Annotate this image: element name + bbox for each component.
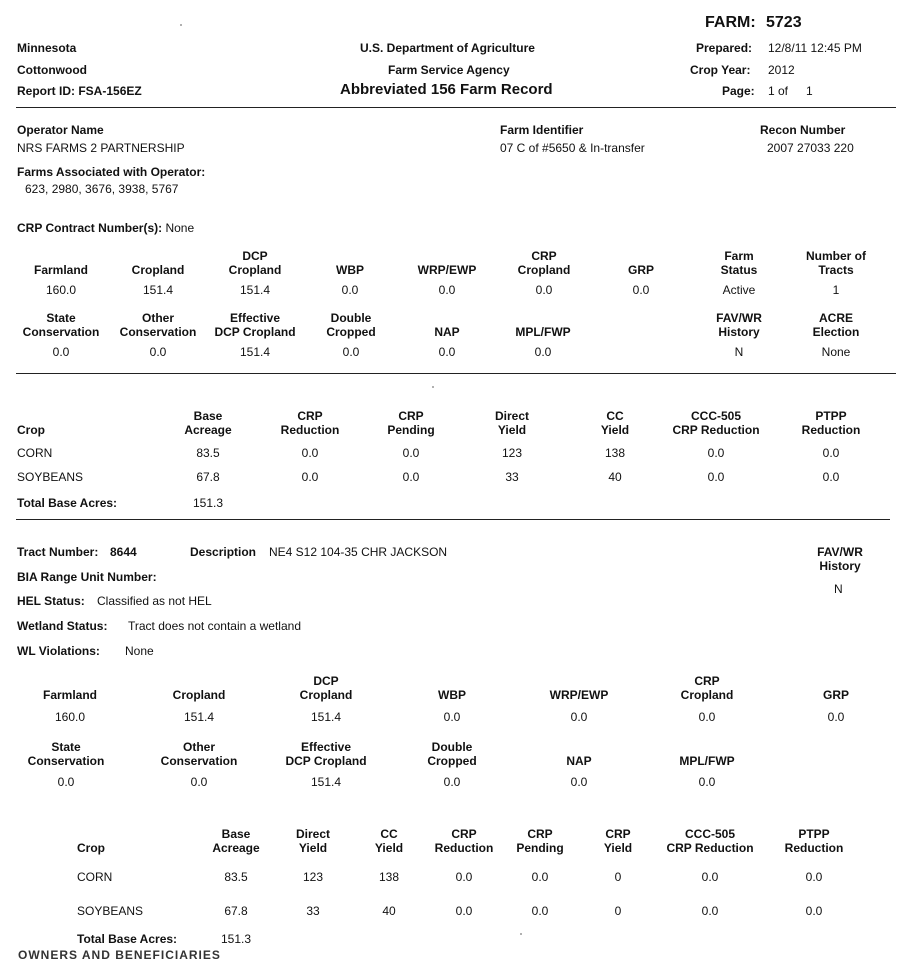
cell-value: 0.0 (438, 345, 456, 359)
column-header: DCP Cropland (228, 249, 282, 277)
scan-speck (432, 386, 434, 388)
cell-value: 0.0 (701, 904, 719, 918)
cell-value: 160.0 (54, 710, 86, 724)
cell-value: 0.0 (531, 904, 549, 918)
cell-value: 0.0 (822, 446, 840, 460)
cell-value: 0.0 (570, 775, 588, 789)
cell-value: 0.0 (301, 446, 319, 460)
column-header: Direct Yield (494, 409, 529, 437)
cell-value: 0.0 (402, 470, 420, 484)
column-header: Double Cropped (427, 740, 477, 768)
cell-value: 0 (614, 904, 622, 918)
cell-value: 0.0 (402, 446, 420, 460)
cell-value: 151.4 (310, 710, 342, 724)
cell-value: 151.4 (183, 710, 215, 724)
column-header: State Conservation (27, 740, 105, 768)
page-value: 1 of (768, 84, 789, 98)
doc-title: Abbreviated 156 Farm Record (340, 81, 553, 98)
scan-speck (180, 24, 182, 26)
cell-value: 0.0 (531, 870, 549, 884)
column-header: GRP (627, 263, 654, 277)
cell-value: 151.4 (142, 283, 174, 297)
column-header: Crop (77, 841, 105, 855)
column-header: CRP Cropland (517, 249, 571, 277)
column-header: PTPP Reduction (801, 409, 861, 437)
cell-value: 0.0 (438, 283, 456, 297)
farm-identifier-label: Farm Identifier (500, 123, 584, 137)
crp-contract (17, 221, 194, 235)
tract-total-base-value: 151.3 (221, 932, 252, 946)
crp-contract-value: None (165, 221, 195, 235)
column-header: Cropland (172, 688, 226, 702)
column-header: Crop (17, 423, 45, 437)
header-rule (16, 107, 896, 108)
column-header: CC Yield (374, 827, 404, 855)
cell-value: None (821, 345, 851, 359)
column-header: Farmland (33, 263, 88, 277)
tract-total-base-label: Total Base Acres: (77, 932, 178, 946)
owners-heading-cut: OWNERS AND BENEFICIARIES (18, 948, 221, 962)
page-label: Page: (722, 84, 755, 98)
tract-number: 8644 (110, 545, 137, 559)
farm-identifier: 07 C of #5650 & In-transfer (500, 141, 645, 155)
cell-value: 160.0 (45, 283, 77, 297)
operator-name-label: Operator Name (17, 123, 104, 137)
tract-description-label: Description (190, 545, 257, 559)
report-id (17, 84, 142, 98)
cell-value: 151.4 (239, 283, 271, 297)
cell-value: 0.0 (190, 775, 208, 789)
cell-value: 1 (832, 283, 840, 297)
cell-value: 0.0 (698, 775, 716, 789)
cell-value: 67.8 (224, 904, 248, 918)
column-header: CRP Pending (516, 827, 564, 855)
cell-value: 0.0 (455, 904, 473, 918)
column-header: CRP Yield (603, 827, 633, 855)
column-header: GRP (822, 688, 849, 702)
crp-contract-label: CRP Contract Number(s): (17, 221, 163, 235)
crop-name: CORN (77, 870, 113, 884)
column-header: CCC-505 CRP Reduction (672, 409, 760, 437)
crop-name: SOYBEANS (17, 470, 84, 484)
cell-value: 0.0 (805, 904, 823, 918)
agency-fsa: Farm Service Agency (388, 63, 510, 77)
cell-value: 0.0 (443, 710, 461, 724)
cell-value: 0.0 (301, 470, 319, 484)
state-label: Minnesota (17, 41, 77, 55)
prepared-value: 12/8/11 12:45 PM (768, 41, 862, 55)
tract-fav-value: N (834, 582, 843, 596)
column-header: Double Cropped (326, 311, 376, 339)
cell-value: 0.0 (149, 345, 167, 359)
total-base-acres-label: Total Base Acres: (17, 496, 118, 510)
recon-number: 2007 27033 220 (767, 141, 854, 155)
column-header: Effective DCP Cropland (285, 740, 367, 768)
column-header: CRP Pending (387, 409, 435, 437)
wl-violations-label: WL Violations: (17, 644, 100, 658)
cell-value: 0.0 (698, 710, 716, 724)
farm-number: 5723 (766, 14, 802, 31)
column-header: Effective DCP Cropland (214, 311, 296, 339)
cell-value: 138 (378, 870, 400, 884)
cell-value: 33 (505, 470, 519, 484)
report-id-value: FSA-156EZ (78, 84, 142, 98)
cell-value: 83.5 (224, 870, 248, 884)
column-header: WBP (438, 688, 466, 702)
wetland-status-label: Wetland Status: (17, 619, 108, 633)
cell-value: 0.0 (534, 345, 552, 359)
cell-value: 0.0 (342, 345, 360, 359)
hel-status-value: Classified as not HEL (97, 594, 212, 608)
cell-value: 0.0 (455, 870, 473, 884)
cell-value: 151.4 (239, 345, 271, 359)
cell-value: 0.0 (707, 470, 725, 484)
cell-value: 0.0 (827, 710, 845, 724)
page-total: 1 (806, 84, 813, 98)
column-header: State Conservation (22, 311, 100, 339)
scan-speck (520, 933, 522, 935)
cell-value: 138 (604, 446, 626, 460)
tract-description: NE4 S12 104-35 CHR JACKSON (269, 545, 448, 559)
agency-usda: U.S. Department of Agriculture (360, 41, 535, 55)
operator-name: NRS FARMS 2 PARTNERSHIP (17, 141, 185, 155)
column-header: CRP Cropland (680, 674, 734, 702)
farm-number-label: FARM: (705, 14, 756, 31)
column-header: Farmland (42, 688, 97, 702)
cell-value: 0.0 (535, 283, 553, 297)
wetland-status-value: Tract does not contain a wetland (128, 619, 301, 633)
column-header: WRP/EWP (417, 263, 477, 277)
cell-value: 0.0 (805, 870, 823, 884)
cell-value: 67.8 (196, 470, 220, 484)
cell-value: Active (722, 283, 756, 297)
cell-value: 0.0 (443, 775, 461, 789)
cell-value: 151.4 (310, 775, 342, 789)
column-header: MPL/FWP (679, 754, 735, 768)
hel-status-label: HEL Status: (17, 594, 85, 608)
cell-value: 0.0 (52, 345, 70, 359)
column-header: CC Yield (600, 409, 630, 437)
column-header: CRP Reduction (434, 827, 494, 855)
cell-value: 0.0 (57, 775, 75, 789)
column-header: FAV/WR History (716, 311, 762, 339)
column-header: Other Conservation (160, 740, 238, 768)
crop-year-label: Crop Year: (690, 63, 751, 77)
farm-rule (16, 373, 896, 374)
bia-range-label: BIA Range Unit Number: (17, 570, 157, 584)
crop-rule (16, 519, 890, 520)
column-header: MPL/FWP (515, 325, 571, 339)
total-base-acres-value: 151.3 (193, 496, 224, 510)
prepared-label: Prepared: (696, 41, 753, 55)
column-header: Other Conservation (119, 311, 197, 339)
cell-value: 83.5 (196, 446, 220, 460)
cell-value: 0.0 (701, 870, 719, 884)
cell-value: 123 (302, 870, 324, 884)
cell-value: 0.0 (341, 283, 359, 297)
cell-value: 40 (382, 904, 396, 918)
column-header: CCC-505 CRP Reduction (666, 827, 754, 855)
tract-number-label: Tract Number: (17, 545, 99, 559)
column-header: Direct Yield (295, 827, 330, 855)
column-header: PTPP Reduction (784, 827, 844, 855)
column-header: CRP Reduction (280, 409, 340, 437)
column-header: WBP (336, 263, 364, 277)
cell-value: 40 (608, 470, 622, 484)
column-header: ACRE Election (812, 311, 860, 339)
crop-year-value: 2012 (768, 63, 795, 77)
cell-value: 0.0 (570, 710, 588, 724)
column-header: Cropland (131, 263, 185, 277)
cell-value: 0.0 (822, 470, 840, 484)
crop-name: CORN (17, 446, 53, 460)
crop-name: SOYBEANS (77, 904, 144, 918)
associated-farms-label: Farms Associated with Operator: (17, 165, 206, 179)
cell-value: 0.0 (707, 446, 725, 460)
column-header: Base Acreage (184, 409, 232, 437)
cell-value: N (734, 345, 744, 359)
column-header: Number of Tracts (806, 249, 866, 277)
report-id-label: Report ID: (17, 84, 75, 98)
column-header: NAP (566, 754, 592, 768)
column-header: Base Acreage (212, 827, 260, 855)
column-header: NAP (434, 325, 460, 339)
cell-value: 0.0 (632, 283, 650, 297)
column-header: Farm Status (720, 249, 758, 277)
cell-value: 0 (614, 870, 622, 884)
tract-fav-label: FAV/WR History (817, 545, 863, 573)
column-header: DCP Cropland (299, 674, 353, 702)
cell-value: 33 (306, 904, 320, 918)
recon-number-label: Recon Number (760, 123, 846, 137)
column-header: WRP/EWP (549, 688, 609, 702)
cell-value: 123 (501, 446, 523, 460)
associated-farms: 623, 2980, 3676, 3938, 5767 (25, 182, 179, 196)
county-label: Cottonwood (17, 63, 87, 77)
wl-violations-value: None (125, 644, 154, 658)
